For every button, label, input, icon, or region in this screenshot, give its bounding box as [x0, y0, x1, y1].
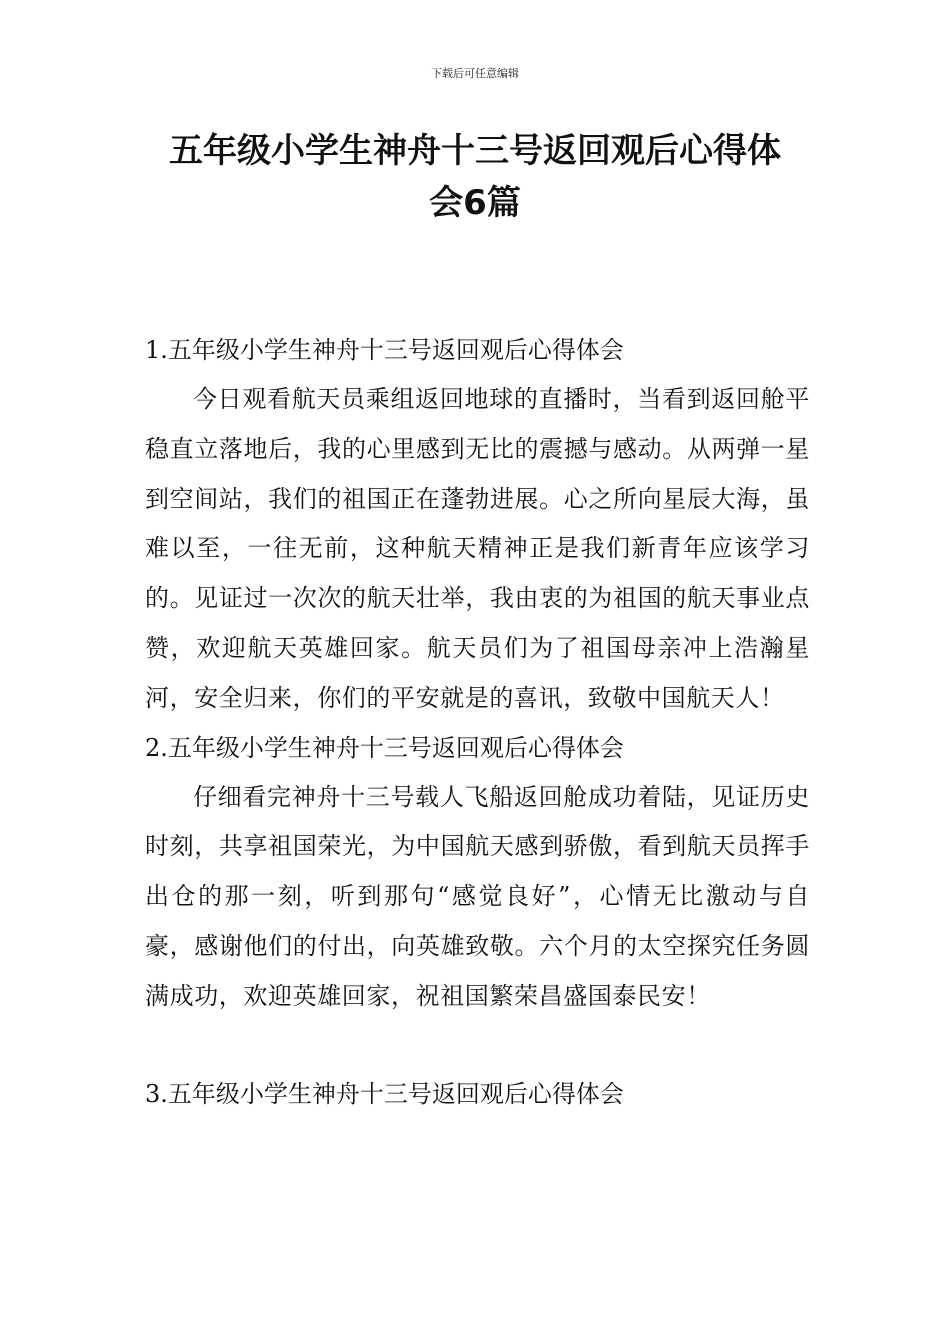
document-body: [145, 326, 810, 1119]
section-heading-3: 3.五年级小学生神舟十三号返回观后心得体会: [145, 1079, 624, 1108]
section-heading-1: 1.五年级小学生神舟十三号返回观后心得体会: [145, 336, 624, 364]
section-paragraph-1: 今日观看航天员乘组返回地球的直播时，当看到返回舱平稳直立落地后，我的心里感到无比的震撼与感动。从两弹一星到空间站，我们的祖国正在蓬勃进展。心之所向星辰大海，虽难以至，一往无前，这种航天精神正是我们新青年应该学习的。见证过一次次的航天壮举，我由衷的为祖国的航天事业点赞，欢迎航天英雄回家。航天员们为了祖国母亲冲上浩瀚星河，安全归来，你们的平安就是的喜讯，致敬中国航天人！: [145, 385, 810, 712]
section-gap: [145, 1022, 810, 1070]
section-paragraph-2: 仔细看完神舟十三号载人飞船返回舱成功着陆，见证历史时刻，共享祖国荣光，为中国航天感到骄傲，看到航天员挥手出仓的那一刻，听到那句“感觉良好”，心情无比激动与自豪，感谢他们的付出，向英雄致敬。六个月的太空探究任务圆满成功，欢迎英雄回家，祝祖国繁荣昌盛国泰民安！: [145, 782, 810, 1010]
title-line-2: 会6篇: [429, 183, 521, 223]
header-note: 下载后可任意编辑: [431, 67, 519, 80]
title-line-1: 五年级小学生神舟十三号返回观后心得体: [169, 131, 781, 171]
section-heading-2: 2.五年级小学生神舟十三号返回观后心得体会: [145, 733, 624, 762]
document-title: [140, 125, 810, 229]
